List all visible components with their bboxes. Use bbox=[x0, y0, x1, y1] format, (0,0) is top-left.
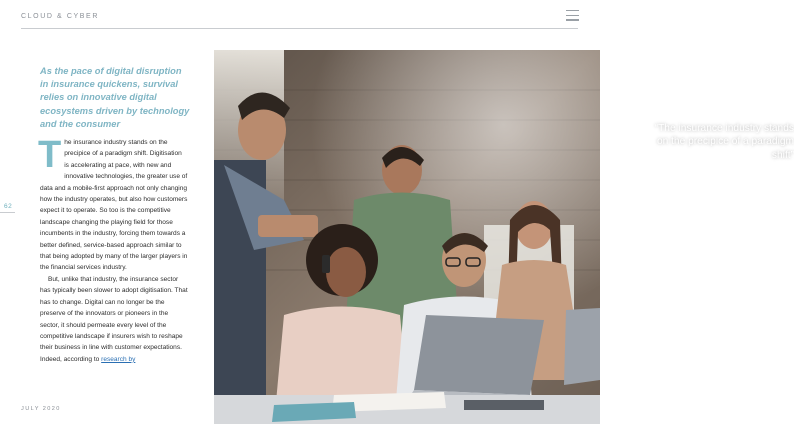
pull-quote: “The insurance industry stands on the precipice of a paradigm shift” bbox=[654, 123, 794, 161]
article-body bbox=[38, 134, 188, 365]
hero-photo bbox=[214, 50, 794, 424]
section-label: CLOUD & CYBER bbox=[21, 13, 99, 20]
article-deck: As the pace of digital disruption in insurance quickens, survival relies on innovative digital ecosystems driven by technology and the consumer bbox=[40, 66, 190, 129]
paragraph-1-text: he insurance industry stands on the precipice of a paradigm shift. Digitisation is accelerating at pace, with new and innovative technologies, the greater use of data and a mobile-first approach not only changing how the industry operates, but also how customers expect it to operate. So too is the competitive landscape changing the playing field for those incumbents in the industry, forcing them towards a better defined, service-based approach similar to that being adopted by many of the larger players in the financial services industry. bbox=[40, 139, 188, 272]
research-link[interactable]: research by bbox=[101, 355, 136, 363]
page-number: 62 bbox=[4, 203, 13, 210]
footer-date: JULY 2020 bbox=[21, 406, 61, 412]
header-rule bbox=[21, 28, 578, 29]
drop-cap: T bbox=[38, 134, 62, 176]
paragraph-2 bbox=[40, 274, 188, 365]
paragraph-2-text: But, unlike that industry, the insurance sector has typically been slower to adopt digitisation. That has to change. Digital can no longer be the preserve of the innovators or pioneers in the sector, it should permeate every level of the competitive landscape if insurers wish to reshape their business in line with customer expectations. Indeed, according to bbox=[40, 275, 188, 363]
margin-rule bbox=[0, 212, 15, 213]
hamburger-menu-icon[interactable] bbox=[566, 10, 579, 21]
team-photo-illustration bbox=[214, 50, 600, 424]
paragraph-1 bbox=[38, 134, 188, 274]
